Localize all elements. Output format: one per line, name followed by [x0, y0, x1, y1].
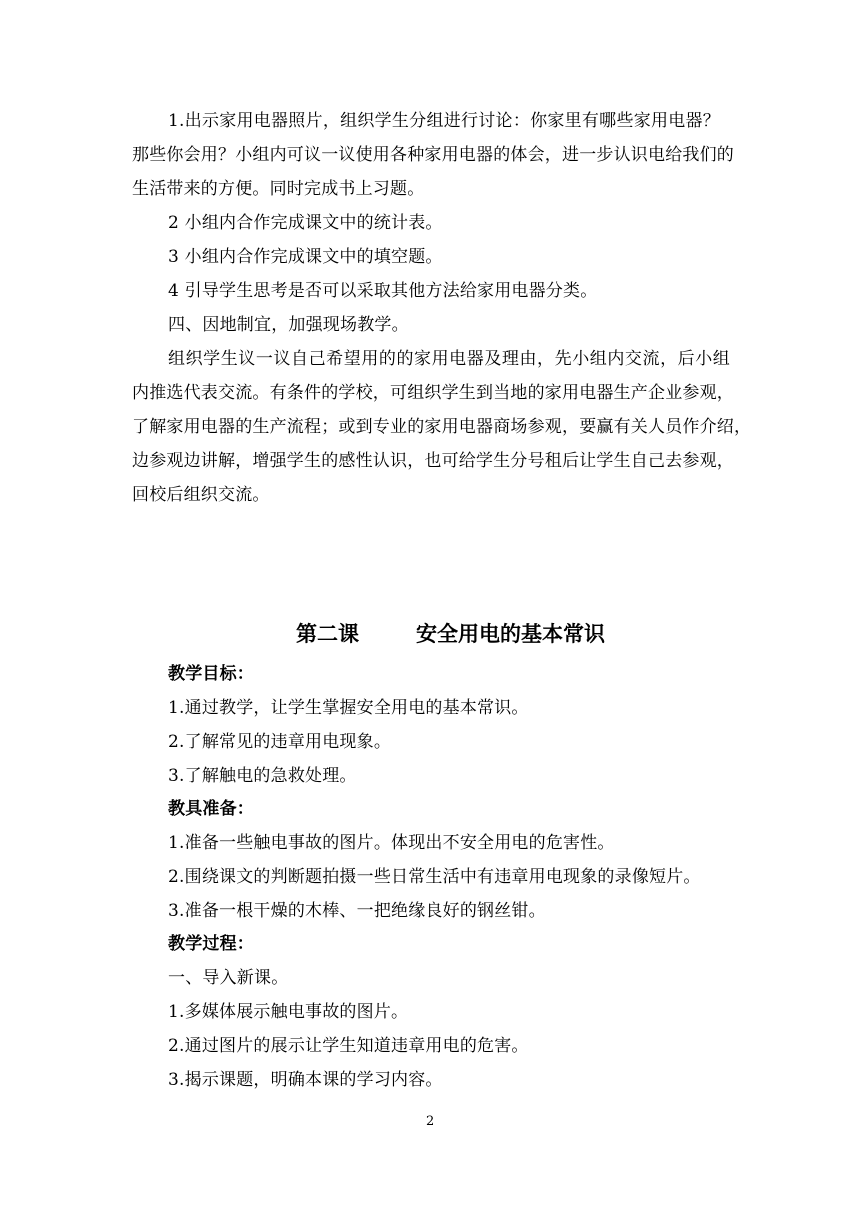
list-item: 3.了解触电的急救处理。	[168, 766, 357, 786]
paragraph-line: 生活带来的方便。同时完成书上习题。	[132, 179, 425, 199]
list-item: 一、导入新课。	[168, 968, 289, 988]
list-item: 1.通过教学，让学生掌握安全用电的基本常识。	[168, 698, 529, 718]
prep-heading: 教具准备：	[168, 799, 254, 819]
list-item: 2.了解常见的违章用电现象。	[168, 732, 392, 752]
list-item: 2 小组内合作完成课文中的统计表。	[168, 213, 443, 233]
lesson-title: 安全用电的基本常识	[416, 622, 605, 646]
process-heading: 教学过程：	[168, 934, 254, 954]
list-item: 1.多媒体展示触电事故的图片。	[168, 1002, 409, 1022]
list-item: 3.揭示课题，明确本课的学习内容。	[168, 1070, 443, 1090]
list-item: 2.通过图片的展示让学生知道违章用电的危害。	[168, 1036, 529, 1056]
list-item: 3 小组内合作完成课文中的填空题。	[168, 247, 443, 267]
goals-heading: 教学目标：	[168, 664, 254, 684]
paragraph-line: 内推选代表交流。有条件的学校，可组织学生到当地的家用电器生产企业参观，	[132, 383, 734, 403]
paragraph-line: 那些你会用？小组内可议一议使用各种家用电器的体会，进一步认识电给我们的	[132, 145, 734, 165]
paragraph-line: 1.出示家用电器照片，组织学生分组进行讨论：你家里有哪些家用电器？	[168, 111, 720, 131]
list-item: 3.准备一根干燥的木棒、一把绝缘良好的钢丝钳。	[168, 901, 546, 921]
paragraph-line: 边参观边讲解，增强学生的感性认识，也可给学生分号租后让学生自己去参观，	[132, 451, 734, 471]
list-item: 1.准备一些触电事故的图片。体现出不安全用电的危害性。	[168, 833, 615, 853]
lesson-number: 第二课	[296, 622, 359, 646]
list-item: 2.围绕课文的判断题拍摄一些日常生活中有违章用电现象的录像短片。	[168, 867, 701, 887]
list-item: 4 引导学生思考是否可以采取其他方法给家用电器分类。	[168, 281, 598, 301]
paragraph-line: 回校后组织交流。	[132, 485, 270, 505]
paragraph-line: 了解家用电器的生产流程；或到专业的家用电器商场参观，要赢有关人员作介绍，	[132, 417, 752, 437]
page-number: 2	[426, 1114, 435, 1129]
paragraph-line: 组织学生议一议自己希望用的的家用电器及理由，先小组内交流，后小组	[168, 349, 730, 369]
section-heading: 四、因地制宜，加强现场教学。	[168, 315, 409, 335]
